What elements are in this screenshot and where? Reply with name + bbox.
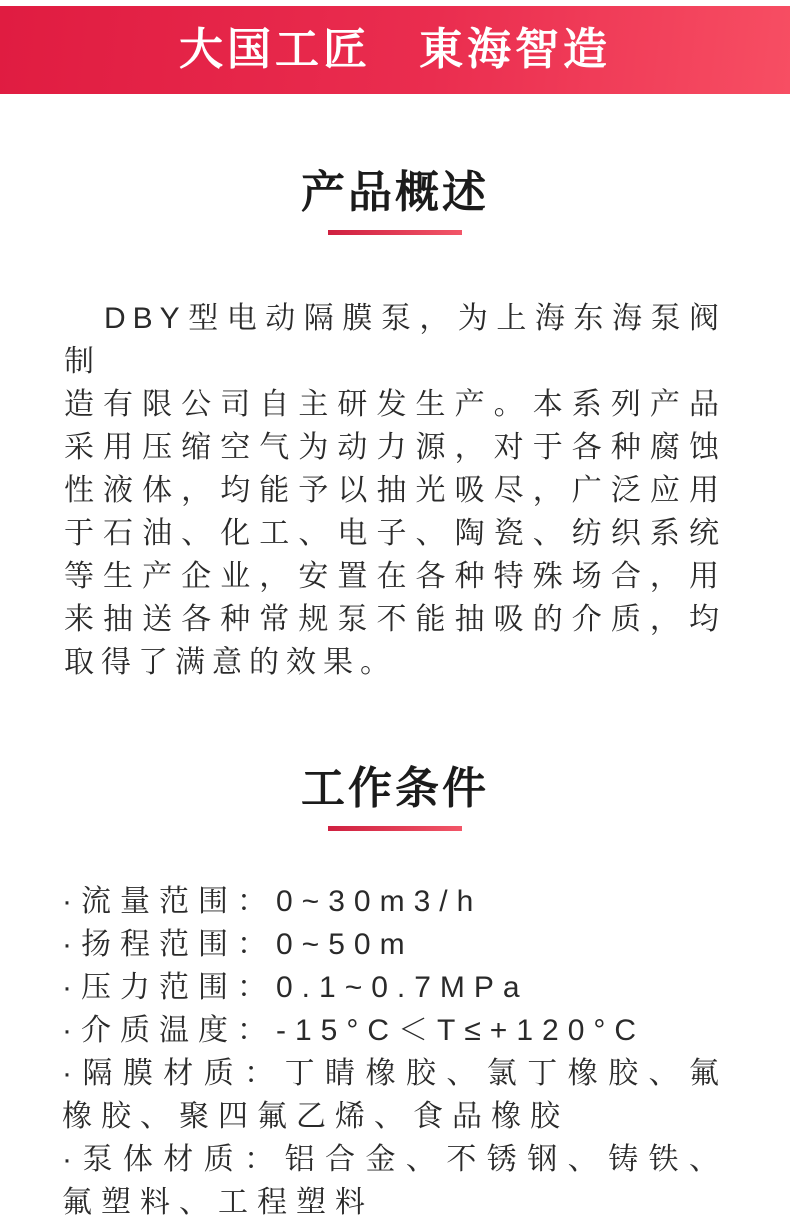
conditions-heading-block xyxy=(0,766,790,831)
paragraph-line: 取得了满意的效果。 xyxy=(64,646,397,679)
condition-text: 介质温度：-15°C＜T≤+120°C xyxy=(81,1014,646,1047)
condition-item xyxy=(62,966,728,1009)
bullet-dot: · xyxy=(62,885,81,918)
overview-heading: 产品概述 xyxy=(301,168,489,217)
paragraph-line: DBY型电动隔膜泵，为上海东海泵阀制 xyxy=(64,302,726,378)
condition-text: 压力范围：0.1~0.7MPa xyxy=(81,971,529,1004)
condition-item xyxy=(62,923,728,966)
conditions-list xyxy=(62,880,728,1217)
bullet-dot: · xyxy=(62,928,81,961)
paragraph-line: 性液体，均能予以抽光吸尽，广泛应用 xyxy=(64,474,726,507)
condition-item xyxy=(62,880,728,923)
paragraph-line: 等生产企业，安置在各种特殊场合，用 xyxy=(64,560,726,593)
bullet-dot: · xyxy=(62,1014,81,1047)
condition-item xyxy=(62,1138,728,1217)
paragraph-line: 于石油、化工、电子、陶瓷、纺织系统 xyxy=(64,517,726,550)
paragraph-line: 来抽送各种常规泵不能抽吸的介质，均 xyxy=(64,603,726,636)
condition-text: 隔膜材质：丁睛橡胶、氯丁橡胶、氟橡胶、聚四氟乙烯、食品橡胶 xyxy=(62,1057,728,1133)
paragraph-line: 造有限公司自主研发生产。本系列产品 xyxy=(64,388,726,421)
condition-item xyxy=(62,1009,728,1052)
bullet-dot: · xyxy=(62,1057,81,1090)
conditions-heading-underline xyxy=(328,826,462,831)
top-banner xyxy=(0,6,790,94)
bullet-dot: · xyxy=(62,971,81,1004)
condition-item xyxy=(62,1052,728,1138)
overview-paragraph xyxy=(64,297,726,684)
bullet-dot: · xyxy=(62,1143,81,1176)
condition-text: 流量范围：0~30m3/h xyxy=(81,885,483,918)
overview-heading-underline xyxy=(328,230,462,235)
banner-title: 大国工匠 東海智造 xyxy=(179,25,611,74)
conditions-heading: 工作条件 xyxy=(301,764,489,813)
condition-text: 泵体材质：铝合金、不锈钢、铸铁、氟塑料、工程塑料 xyxy=(62,1143,728,1217)
paragraph-line: 采用压缩空气为动力源，对于各种腐蚀 xyxy=(64,431,726,464)
condition-text: 扬程范围：0~50m xyxy=(81,928,414,961)
overview-heading-block xyxy=(0,170,790,235)
